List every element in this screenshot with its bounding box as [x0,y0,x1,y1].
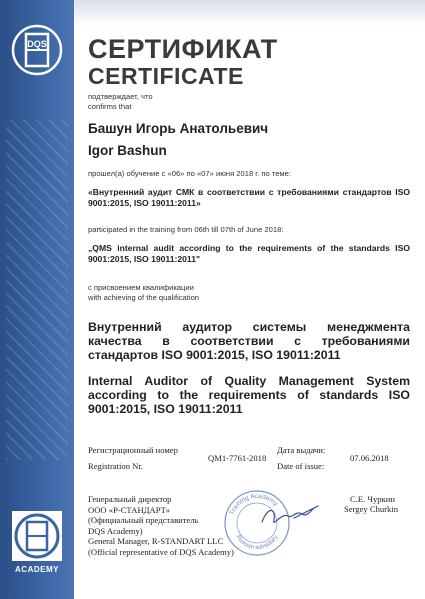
svg-text:Russian subsidiary: Russian subsidiary [234,534,280,552]
signatory-line: (Official representative of DQS Academy) [88,546,234,557]
confirms-en: confirms that [88,102,132,111]
signatory-line: Генеральный директор [88,494,172,504]
signatory-line: ООО «Р-СТАНДАРТ» [88,504,170,515]
course-title-ru: «Внутренний аудит СМК в соответствии с требованиями стандартов ISO 9001:2015, ISO 19011:2011» [88,187,410,208]
course-intro-ru: прошел(а) обучение с «06» по «07» июня 2018 г. по теме: [88,169,291,178]
date-label-ru: Дата выдачи: [277,445,326,455]
svg-text:DQS: DQS [27,39,47,49]
date-label-en: Date of issue: [277,461,325,471]
svg-text:Training Academy: Training Academy [228,492,280,517]
signature-mark [258,500,322,532]
title-english: CERTIFICATE [88,63,244,89]
signatory-line: General Manager, R-STANDART LLC [88,536,224,546]
signatory-line: (Официальный представитель [88,515,199,525]
sidebar-band [0,0,74,599]
recipient-name-ru: Башун Игорь Анатольевич [88,121,269,136]
qualification-title-en: Internal Auditor of Quality Management System according to the requirements of standards ISO 9001:2015, ISO 19011:2011 [88,374,410,416]
issue-date: 07.06.2018 [350,453,389,463]
signatory-name-ru: С.Е. Чуркин [350,494,395,504]
qualification-intro-ru: с присвоением квалификации [88,283,194,292]
registration-number: QM1-7761-2018 [208,453,267,463]
dqs-logo-icon [11,24,63,76]
qualification-intro-en: with achieving of the qualification [88,293,200,302]
dqs-academy-logo-icon [11,510,63,562]
signatory-name-en: Sergey Churkin [344,504,399,514]
qualification-title-ru: Внутренний аудитор системы менеджмента качества в соответствии с требованиями стандартов ISO 9001:2015, ISO 19011:2011 [88,320,410,362]
registration-label-en: Registration Nr. [88,461,143,471]
academy-label: ACADEMY [15,565,59,574]
top-banner-fade [74,0,425,26]
recipient-name-en: Igor Bashun [88,143,167,158]
title-russian: СЕРТИФИКАТ [88,34,278,64]
course-intro-en: participated in the training from 06th till 07th of June 2018: [88,225,284,234]
signatory-line: DQS Academy) [88,525,143,536]
course-title-en: „QMS internal audit according to the requirements of the standards ISO 9001:2015, ISO 19011:2011" [88,243,410,264]
confirms-ru: подтверждает, что [88,92,153,101]
signatory-block [88,494,234,557]
registration-label-ru: Регистрационный номер [88,445,178,455]
sidebar-pattern [6,120,68,460]
